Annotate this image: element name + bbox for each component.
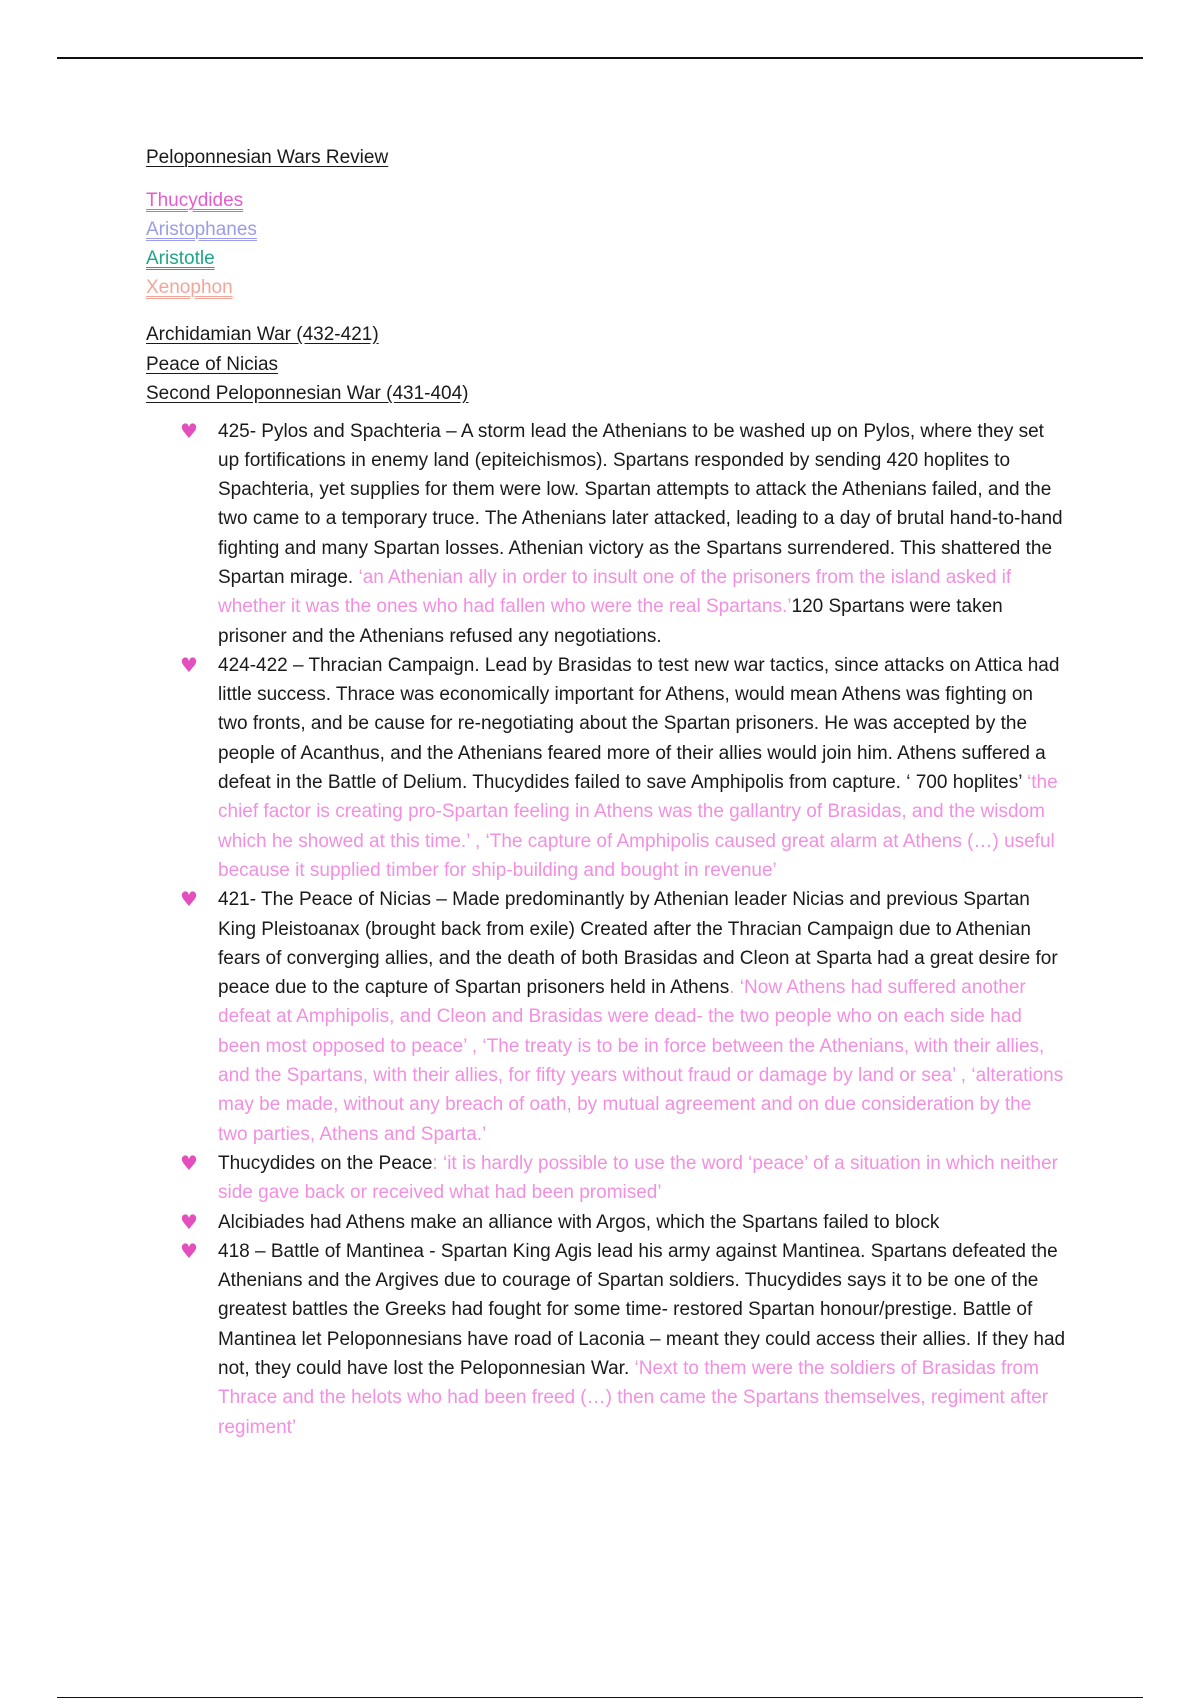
heart-icon: ♥ <box>180 1238 198 1263</box>
war-heading-archidamian: Archidamian War (432-421) <box>146 324 379 345</box>
event-text: Thucydides on the Peace <box>218 1152 433 1174</box>
war-headings <box>146 320 1066 409</box>
footer-rule <box>57 1697 1143 1698</box>
event-quote: ‘the chief factor is creating pro-Spartan feeling in Athens was the gallantry of Brasidas, and the wisdom which he showed at this time.’ , ‘The capture of Amphipolis caused great alarm at Athens (…) useful because it supplied timber for ship-building and bought in revenue’ <box>218 772 1058 881</box>
event-text: 421- The Peace of Nicias – Made predominantly by Athenian leader Nicias and previous Spartan King Pleistoanax (brought back from exile) Created after the Thracian Campaign due to Athenian fears of converging allies, and the death of both Brasidas and Cleon at Sparta had a great desire for peace due to the capture of Spartan prisoners held in Athens <box>218 889 1058 999</box>
event-text: 425- Pylos and Spachteria – A storm lead the Athenians to be washed up on Pylos, where they set up fortifications in enemy land (epiteichismos). Spartans responded by sending 420 hoplites to Spachteria, yet supplies for them were low. Spartan attempts to attack the Athenians failed, and the two came to a temporary truce. The Athenians later attacked, leading to a day of brutal hand-to-hand fighting and many Spartan losses. Athenian victory as the Spartans surrendered. This shattered the Spartan mirage. <box>218 420 1063 588</box>
event-item-thracian-campaign <box>146 651 1066 885</box>
source-aristotle: Aristotle <box>146 248 215 269</box>
war-heading-peace-of-nicias: Peace of Nicias <box>146 353 279 375</box>
event-item-argos-alliance <box>146 1208 1066 1237</box>
heart-icon: ♥ <box>180 418 198 443</box>
event-quote: . ‘Now Athens had suffered another defeat at Amphipolis, and Cleon and Brasidas were dead- the two people who on each side had been most opposed to peace’ , ‘The treaty is to be in force between the Athenians, with their allies, and the Spartans, with their allies, for fifty years without fraud or damage by land or sea’ , ‘alterations may be made, without any breach of oath, by mutual agreement and on due consideration by the two parties, Athens and Sparta.’ <box>218 977 1064 1145</box>
event-item-peace-of-nicias <box>146 885 1066 1149</box>
event-text: Alcibiades had Athens make an alliance with Argos, which the Spartans failed to block <box>218 1211 940 1233</box>
event-quote: ‘Next to them were the soldiers of Brasidas from Thrace and the helots who had been freed (…) then came the Spartans themselves, regiment after regiment’ <box>218 1358 1049 1438</box>
document-title: Peloponnesian Wars Review <box>146 147 389 168</box>
event-item-mantinea <box>146 1237 1066 1442</box>
source-key <box>146 186 1066 302</box>
heart-icon: ♥ <box>180 887 198 912</box>
event-text-after: 120 Spartans were taken prisoner and the Athenians refused any negotiations. <box>218 596 1003 647</box>
heart-icon: ♥ <box>180 1150 198 1175</box>
war-heading-second-war: Second Peloponnesian War (431-404) <box>146 383 469 404</box>
document-body <box>146 144 1066 1442</box>
event-item-pylos <box>146 417 1066 651</box>
event-quote: : ‘it is hardly possible to use the word ‘peace’ of a situation in which neither side gave back or received what had been promised’ <box>218 1152 1059 1204</box>
source-thucydides: Thucydides <box>146 190 244 211</box>
heart-icon: ♥ <box>180 652 198 677</box>
source-xenophon: Xenophon <box>146 277 233 298</box>
source-aristophanes: Aristophanes <box>146 219 257 240</box>
event-list <box>146 417 1066 1442</box>
event-text: 424-422 – Thracian Campaign. Lead by Brasidas to test new war tactics, since attacks on Attica had little success. Thrace was economically important for Athens, would mean Athens was fighting on two fronts, and be cause for re-negotiating about the Spartan prisoners. He was accepted by the people of Acanthus, and the Athenians feared more of their allies would join him. Athens suffered a defeat in the Battle of Delium. Thucydides failed to save Amphipolis from capture. ‘ 700 hoplites’ <box>218 654 1060 794</box>
event-item-thucydides-on-peace <box>146 1149 1066 1208</box>
event-quote: ‘an Athenian ally in order to insult one of the prisoners from the island asked if whether it was the ones who had fallen who were the real Spartans.’ <box>218 566 1012 618</box>
header-rule <box>57 57 1143 59</box>
heart-icon: ♥ <box>180 1209 198 1234</box>
event-text: 418 – Battle of Mantinea - Spartan King Agis lead his army against Mantinea. Spartans defeated the Athenians and the Argives due to courage of Spartan soldiers. Thucydides says it to be one of the greatest battles the Greeks had fought for some time- restored Spartan honour/prestige. Battle of Mantinea let Peloponnesians have road of Laconia – meant they could access their allies. If they had not, they could have lost the Peloponnesian War. <box>218 1240 1066 1379</box>
